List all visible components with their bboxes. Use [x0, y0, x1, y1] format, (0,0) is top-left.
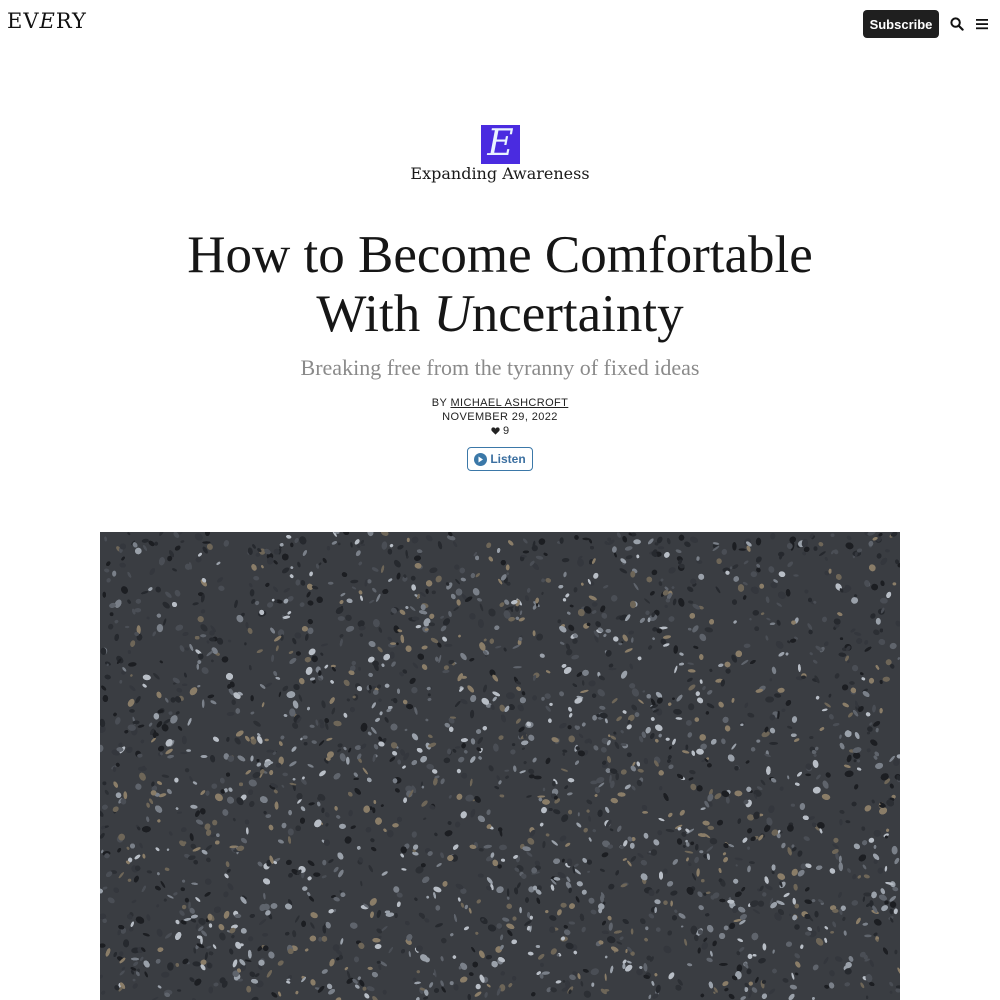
menu-icon	[975, 18, 989, 30]
subscribe-button[interactable]: Subscribe	[863, 10, 939, 38]
title-line-1: How to Become Comfortable	[187, 226, 813, 284]
listen-label: Listen	[490, 452, 526, 466]
author-link[interactable]: MICHAEL ASHCROFT	[450, 397, 569, 409]
article-title	[100, 226, 900, 344]
title-line-2-rest: ncertainty	[471, 285, 684, 343]
by-label: BY	[431, 397, 447, 409]
publication-name[interactable]: Expanding Awareness	[410, 164, 590, 183]
logo-right: RY	[55, 9, 87, 33]
title-cursive-letter: U	[433, 285, 472, 343]
play-icon	[474, 453, 487, 466]
search-button[interactable]	[947, 14, 967, 34]
publish-date: NOVEMBER 29, 2022	[442, 411, 558, 423]
article-subtitle: Breaking free from the tyranny of fixed ideas	[300, 355, 700, 380]
every-logo[interactable]	[7, 9, 87, 33]
logo-left: EV	[7, 9, 40, 33]
logo-mid: E	[39, 9, 56, 33]
heart-icon	[491, 427, 500, 435]
menu-button[interactable]	[972, 14, 992, 34]
publication-logo[interactable]	[481, 125, 520, 164]
gravel-texture	[100, 532, 900, 1000]
byline	[0, 397, 1000, 409]
like-count-value: 9	[502, 425, 510, 437]
like-count[interactable]	[0, 425, 1000, 437]
publication-badge-letter: E	[487, 123, 514, 164]
hero-image	[100, 532, 900, 1000]
listen-button[interactable]	[467, 447, 533, 471]
title-line-2-prefix: With	[316, 285, 434, 343]
search-icon	[950, 17, 964, 31]
